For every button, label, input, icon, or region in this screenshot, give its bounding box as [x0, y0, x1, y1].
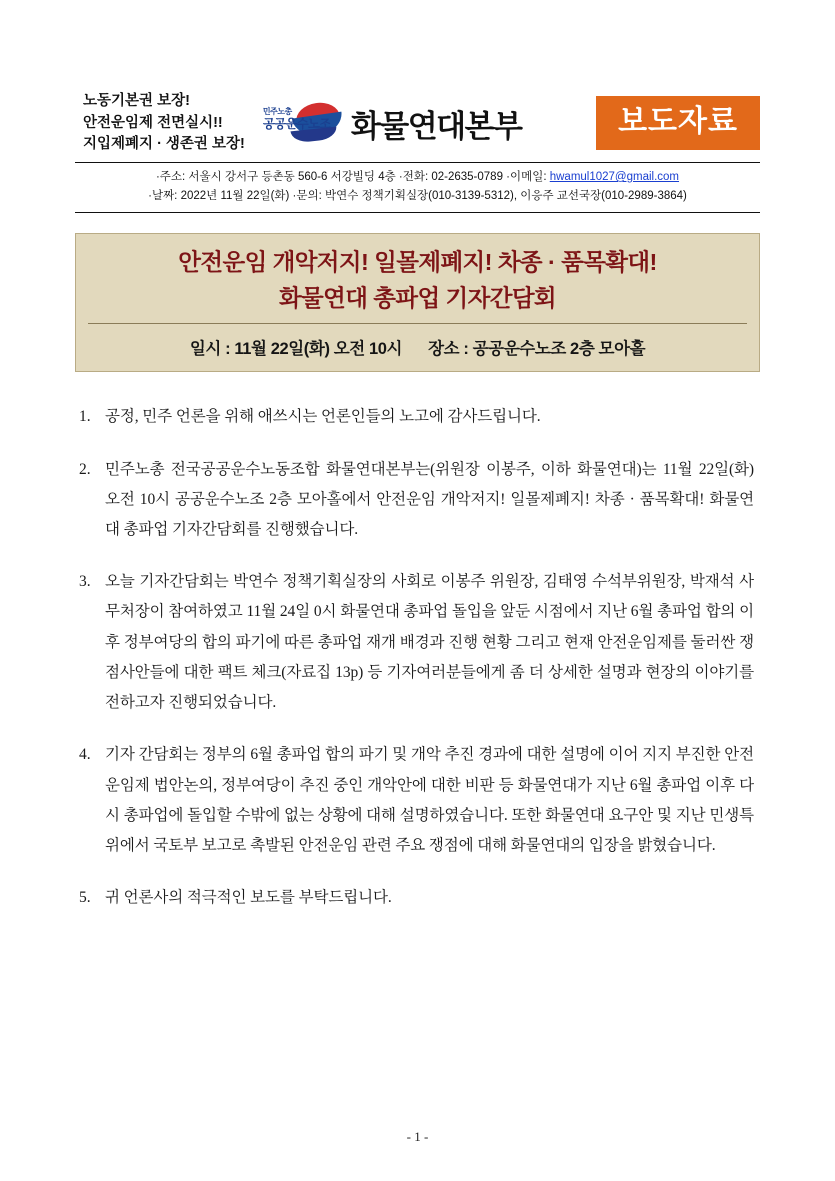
email-link[interactable]: hwamul1027@gmail.com [549, 171, 680, 183]
swoosh-logo-icon [263, 99, 349, 147]
list-item-text: 기자 간담회는 정부의 6월 총파업 합의 파기 및 개악 추진 경과에 대한 설명에 이어 지지 부진한 안전운임제 법안논의, 정부여당이 추진 중인 개악안에 대한 비판 등 화물연대가 지난 6월 총파업 이후 다시 총파업에 돌입할 수밖에 없는 상황에 대해 설명하였습니다. 또한 화물연대 요구안 및 지난 민생특위에서 국토부 보고로 촉발된 안전운임 관련 주요 쟁점에 대해 화물연대의 입장을 밝혔습니다. [105, 746, 754, 854]
list-item [79, 567, 754, 718]
title-line-2: 화물연대 총파업 기자간담회 [88, 283, 747, 325]
press-release-badge: 보도자료 [596, 96, 760, 150]
slogan-line-1: 노동기본권 보장! [83, 93, 190, 110]
list-item-text: 공정, 민주 언론을 위해 애쓰시는 언론인들의 노고에 감사드립니다. [105, 408, 541, 426]
title-subinfo [88, 335, 747, 359]
union-name-big: 공공운수노조 [262, 116, 331, 131]
slogan-block [75, 91, 245, 154]
union-name-small: 민주노총 [262, 107, 292, 116]
body-content [75, 402, 760, 913]
document-header [75, 0, 760, 154]
list-item-number: 4. [79, 746, 91, 764]
list-item-number: 5. [79, 889, 91, 907]
list-item-text: 민주노총 전국공공운수노동조합 화물연대본부는(위원장 이봉주, 이하 화물연대)는 11월 22일(화) 오전 10시 공공운수노조 2층 모아홀에서 안전운임 개악저지! 일몰제폐지! 차종 · 품목확대! 화물연대 총파업 기자간담회를 진행했습니다. [105, 460, 754, 539]
union-text-block [263, 107, 331, 132]
slogan-line-2: 안전운임제 전면실시!! [83, 114, 223, 131]
list-item-number: 3. [79, 573, 91, 591]
list-item [79, 402, 754, 432]
list-item-number: 2. [79, 460, 91, 478]
contact-line-1 [75, 168, 760, 187]
list-item [79, 455, 754, 546]
event-datetime: 일시 : 11월 22일(화) 오전 10시 [189, 340, 403, 359]
event-place: 장소 : 공공운수노조 2층 모아홀 [428, 340, 646, 359]
slogan-line-3: 지입제폐지 · 생존권 보장! [83, 135, 245, 152]
organization-name: 화물연대본부 [350, 108, 522, 144]
list-item [79, 740, 754, 861]
contact-address-phone: ·주소: 서울시 강서구 등촌동 560-6 서강빌딩 4층 ·전화: 02-2635-0789 ·이메일: [155, 171, 550, 183]
list-item-text: 오늘 기자간담회는 박연수 정책기획실장의 사회로 이봉주 위원장, 김태영 수석부위원장, 박재석 사무처장이 참여하였고 11월 24일 0시 화물연대 총파업 돌입을 앞둔 시점에서 지난 6월 총파업 합의 이후 정부여당의 합의 파기에 따른 총파업 재개 배경과 진행 현황 그리고 현재 안전운임제를 둘러싼 쟁점사안들에 대한 팩트 체크(자료집 13p) 등 기자여러분들에게 좀 더 상세한 설명과 현장의 이야기를 전하고자 진행되었습니다. [105, 573, 754, 712]
title-line-1: 안전운임 개악저지! 일몰제폐지! 차종 · 품목확대! [178, 248, 657, 275]
list-item-text: 귀 언론사의 적극적인 보도를 부탁드립니다. [105, 889, 392, 907]
contact-bar [75, 162, 760, 213]
page-number: - 1 - [406, 1129, 429, 1144]
contact-line-2: ·날짜: 2022년 11월 22일(화) ·문의: 박연수 정책기획실장(010-3139-5312), 이응주 교선국장(010-2989-3864) [148, 189, 687, 202]
title-box [75, 233, 760, 372]
list-item [79, 883, 754, 913]
list-item-number: 1. [79, 408, 91, 426]
organization-logo [263, 99, 522, 147]
